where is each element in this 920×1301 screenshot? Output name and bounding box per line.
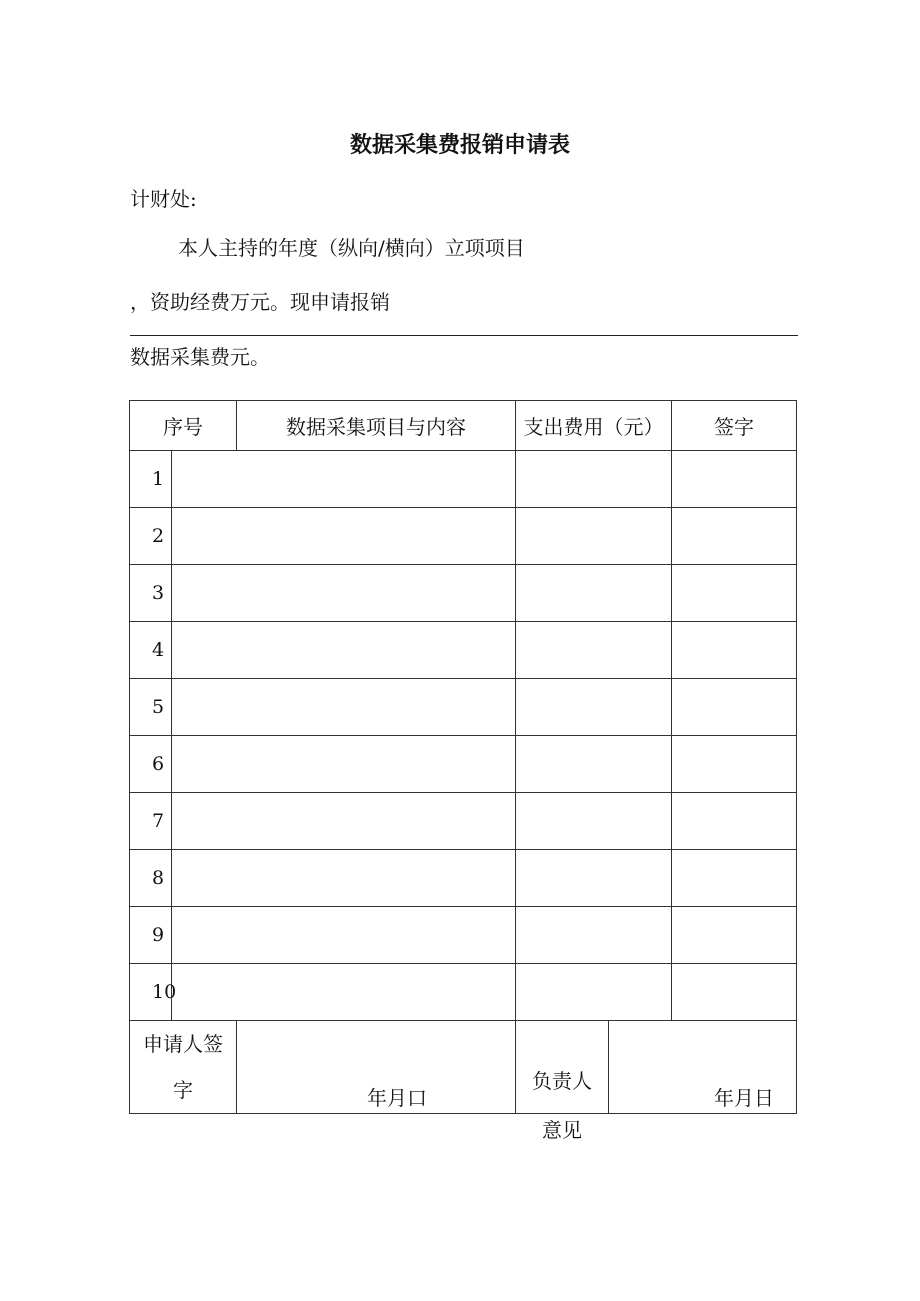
row-number: 7	[130, 793, 172, 850]
signature-cell[interactable]	[672, 451, 797, 508]
paragraph-line-3: 数据采集费元。	[130, 345, 270, 369]
header-signature: 签字	[672, 401, 797, 451]
content-cell[interactable]	[172, 736, 516, 793]
table-row	[130, 850, 797, 907]
table-row	[130, 508, 797, 565]
signature-cell[interactable]	[672, 964, 797, 1021]
signature-cell[interactable]	[672, 793, 797, 850]
table-row	[130, 964, 797, 1021]
applicant-date: 年月口	[367, 1086, 427, 1110]
signature-cell[interactable]	[672, 907, 797, 964]
table-row	[130, 451, 797, 508]
applicant-signature-field[interactable]	[237, 1021, 516, 1114]
paragraph-line-1: 本人主持的年度（纵向/横向）立项项目	[178, 236, 525, 260]
table-row	[130, 907, 797, 964]
signature-cell[interactable]	[672, 508, 797, 565]
header-seq: 序号	[130, 401, 237, 451]
content-cell[interactable]	[172, 964, 516, 1021]
signature-cell[interactable]	[672, 565, 797, 622]
table-row	[130, 622, 797, 679]
row-number: 10	[130, 964, 172, 1021]
content-cell[interactable]	[172, 508, 516, 565]
row-number: 1	[130, 451, 172, 508]
expense-cell[interactable]	[516, 964, 672, 1021]
leader-label-line-1: 负责人	[532, 1069, 592, 1093]
expense-cell[interactable]	[516, 508, 672, 565]
applicant-label-cell	[130, 1021, 237, 1114]
leader-opinion-field[interactable]	[609, 1021, 797, 1114]
row-number: 5	[130, 679, 172, 736]
addressee: 计财处:	[130, 187, 197, 211]
leader-label-line-2: 意见	[542, 1118, 582, 1142]
signature-cell[interactable]	[672, 622, 797, 679]
leader-date: 年月日	[714, 1086, 774, 1110]
expense-cell[interactable]	[516, 850, 672, 907]
expense-cell[interactable]	[516, 679, 672, 736]
expense-cell[interactable]	[516, 565, 672, 622]
content-cell[interactable]	[172, 622, 516, 679]
signature-row	[130, 1021, 797, 1114]
expense-cell[interactable]	[516, 907, 672, 964]
signature-cell[interactable]	[672, 736, 797, 793]
content-cell[interactable]	[172, 679, 516, 736]
table-row	[130, 736, 797, 793]
header-content: 数据采集项目与内容	[237, 401, 516, 451]
applicant-label-line-2: 字	[173, 1078, 193, 1102]
expense-cell[interactable]	[516, 736, 672, 793]
expense-cell[interactable]	[516, 793, 672, 850]
signature-cell[interactable]	[672, 850, 797, 907]
header-expense: 支出费用（元）	[516, 401, 672, 451]
signature-cell[interactable]	[672, 679, 797, 736]
row-number: 6	[130, 736, 172, 793]
expense-cell[interactable]	[516, 451, 672, 508]
content-cell[interactable]	[172, 907, 516, 964]
row-number: 8	[130, 850, 172, 907]
expense-table	[129, 400, 797, 1142]
row-number: 2	[130, 508, 172, 565]
row-number: 9	[130, 907, 172, 964]
content-cell[interactable]	[172, 793, 516, 850]
applicant-label-line-1: 申请人签	[143, 1032, 223, 1056]
table-row	[130, 565, 797, 622]
table-header-row	[130, 401, 797, 451]
expense-cell[interactable]	[516, 622, 672, 679]
content-cell[interactable]	[172, 850, 516, 907]
content-cell[interactable]	[172, 451, 516, 508]
content-cell[interactable]	[172, 565, 516, 622]
leader-label-cell	[516, 1021, 609, 1142]
form-title: 数据采集费报销申请表	[349, 133, 570, 158]
row-number: 3	[130, 565, 172, 622]
row-number: 4	[130, 622, 172, 679]
fill-in-underline	[130, 335, 798, 336]
table-row	[130, 679, 797, 736]
paragraph-line-2: ，资助经费万元。现申请报销	[130, 290, 390, 314]
table-row	[130, 793, 797, 850]
